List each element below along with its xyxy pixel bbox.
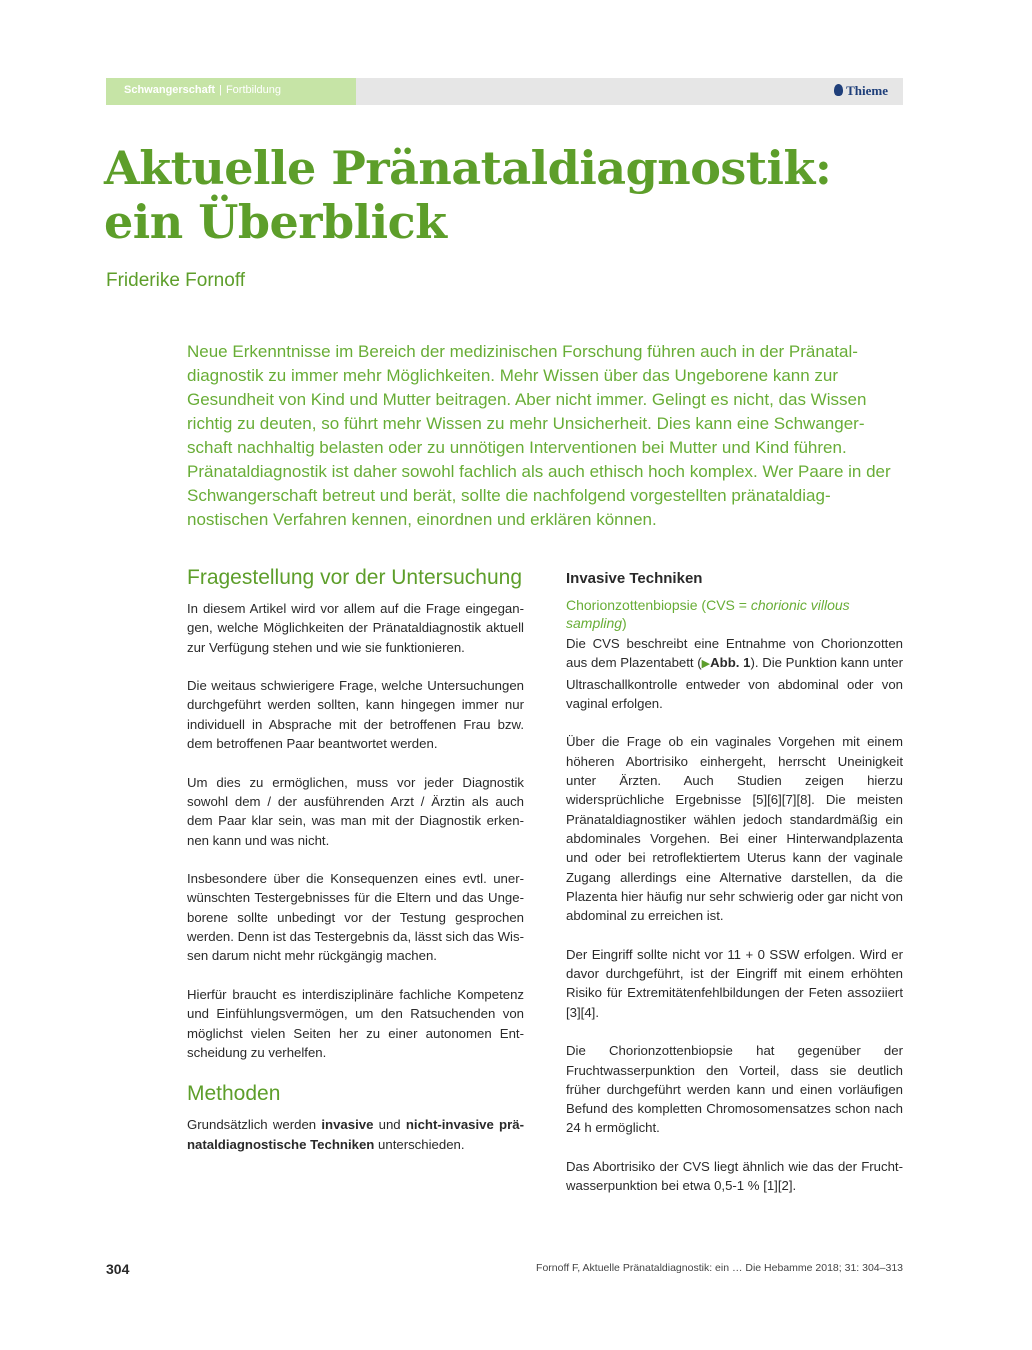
- category-name: Fortbildung: [225, 84, 281, 96]
- bold-term-invasive: invasive: [321, 1117, 374, 1133]
- section-name: Schwangerschaft: [124, 84, 216, 96]
- paragraph: Um dies zu ermöglichen, muss vor jeder Diagnostik sowohl dem / der ausführenden Arzt / Ärztin als auch dem Paar klar sein, was man mit der Diagnostik erkennen kann und was nicht.: [187, 774, 524, 848]
- paragraph: Über die Frage ob ein vaginales Vorgehen mit einem höheren Abortrisiko einhergeht, herrscht Uneinigkeit unter Ärzten. Auch Studien zeigen hierzu widersprüchliche Ergebnisse [5][6][7][8]. Die meisten Pränataldiagnostiker wählen jedoch standardmäßig ein abdominales Vorgehen. Bei einer Hinterwandplazenta und oder bei retroflektiertem Uterus kann der vaginale Zugang allerdings eine Alternative darstellen, da die Plazenta hier häufig nur sehr schwierig oder gar nicht von abdominal zu erreichen ist.: [566, 734, 903, 924]
- paragraph: Die Chorionzottenbiopsie hat gegenüber der Fruchtwasserpunktion den Vorteil, dass sie deutlich früher durchgeführt werden kann und einen vorläufigen Befund des kompletten Chromosomensatzes schon nach 24 h ermöglicht.: [566, 1043, 903, 1136]
- thieme-logo-icon: [834, 84, 843, 96]
- paragraph-methoden: [187, 1115, 524, 1154]
- left-column: [187, 565, 524, 1173]
- publisher-logo: [834, 83, 888, 99]
- text-run: ). Die Punktion kann unter Ultraschallkontrolle entweder von abdominal oder von vaginal erfolgen.: [566, 655, 903, 711]
- text-run: unterschieden.: [374, 1136, 465, 1152]
- paragraph: In diesem Artikel wird vor allem auf die Frage eingegangen, welche Möglichkeiten der Pränataldiagnostik aktuell zur Verfügung stehen und wie sie funktionieren.: [187, 601, 524, 655]
- text-run: Grundsätzlich werden: [187, 1117, 322, 1133]
- paragraph: Hierfür braucht es interdisziplinäre fachliche Kompetenz und Einfühlungsvermögen, um den Ratsuchenden von möglichst vielen Seiten her zu einer autonomen Entscheidung zu verhelfen.: [187, 986, 524, 1060]
- abstract: Neue Erkenntnisse im Bereich der medizinischen Forschung führen auch in der Pränataldiagnostik zu immer mehr Möglichkeiten. Mehr Wissen über das Ungeborene kann zur Gesundheit von Kind und Mutter beitragen. Aber nicht immer. Gelingt es nicht, das Wissen richtig zu deuten, so führt mehr Wissen zu mehr Unsicherheit. Dies kann eine Schwangerschaft nachhaltig belasten oder zu unnötigen Interventionen bei Mutter und Kind führen. Pränataldiagnostik ist daher sowohl fachlich als auch ethisch hoch komplex. Wer Paare in der Schwangerschaft betreut und berät, sollte die nachfolgend vorgestellten pränataldiagnostischen Verfahren kennen, einordnen und erklären können.: [187, 342, 891, 529]
- paragraph: Das Abortrisiko der CVS liegt ähnlich wie das der Fruchtwasserpunktion bei etwa 0,5-1 % [1][2].: [566, 1159, 903, 1194]
- title-line-2: ein Überblick: [104, 195, 447, 249]
- paragraph: Der Eingriff sollte nicht vor 11 + 0 SSW erfolgen. Wird er davor durchgeführt, ist der Eingriff mit einem erhöhten Risiko für Extremitätenfehlbildungen der Feten assoziiert [3][4].: [566, 946, 903, 1020]
- text-run: und: [373, 1117, 406, 1133]
- paragraph: Die weitaus schwierigere Frage, welche Untersuchungen durchgeführt werden sollten, kann hingegen immer nur individuell in Absprache mit der betroffenen Frau bzw. dem betroffenen Paar beantwortet werden.: [187, 678, 524, 752]
- right-column: [566, 565, 903, 1215]
- article-title: [104, 141, 831, 249]
- header-separator: |: [219, 84, 222, 96]
- bold-term-nicht-invasive: nicht-invasive pränataldiagnostische Techniken: [187, 1117, 524, 1152]
- paragraph: Insbesondere über die Konsequenzen eines evtl. unerwünschten Testergebnisses für die Eltern und das Ungeborene sollte unbedingt vor der Testung gesprochen werden. Denn ist das Testergebnis da, lässt sich das Wissen darum nicht mehr rückgängig machen.: [187, 871, 524, 964]
- author-name: Friderike Fornoff: [106, 270, 246, 291]
- heading-fragestellung: Fragestellung vor der Untersuchung: [187, 566, 523, 589]
- heading-methoden: Methoden: [187, 1082, 281, 1106]
- section-label: [124, 84, 281, 96]
- text-run: Die CVS beschreibt eine Entnahme von Chorionzotten aus dem Plazentabett (: [566, 636, 903, 671]
- heading-invasive-techniken: Invasive Techniken: [566, 570, 703, 587]
- title-line-1: Aktuelle Pränataldiagnostik:: [104, 141, 832, 195]
- text-run: ): [622, 615, 627, 631]
- running-header: [106, 78, 903, 105]
- figure-arrow-icon: ▶: [701, 658, 711, 671]
- italic-term: chorionic villous sampling: [566, 597, 850, 631]
- page-number: 304: [106, 1261, 130, 1277]
- figure-reference-link[interactable]: Abb. 1: [710, 655, 751, 671]
- publisher-name: Thieme: [846, 83, 888, 98]
- section-tab: [106, 78, 356, 105]
- paragraph: [566, 634, 903, 713]
- citation-footer: Fornoff F, Aktuelle Pränataldiagnostik: ein … Die Hebamme 2018; 31: 304–313: [536, 1262, 903, 1274]
- heading-chorionzottenbiopsie: [566, 596, 903, 632]
- text-run: Chorionzottenbiopsie (CVS =: [566, 597, 751, 613]
